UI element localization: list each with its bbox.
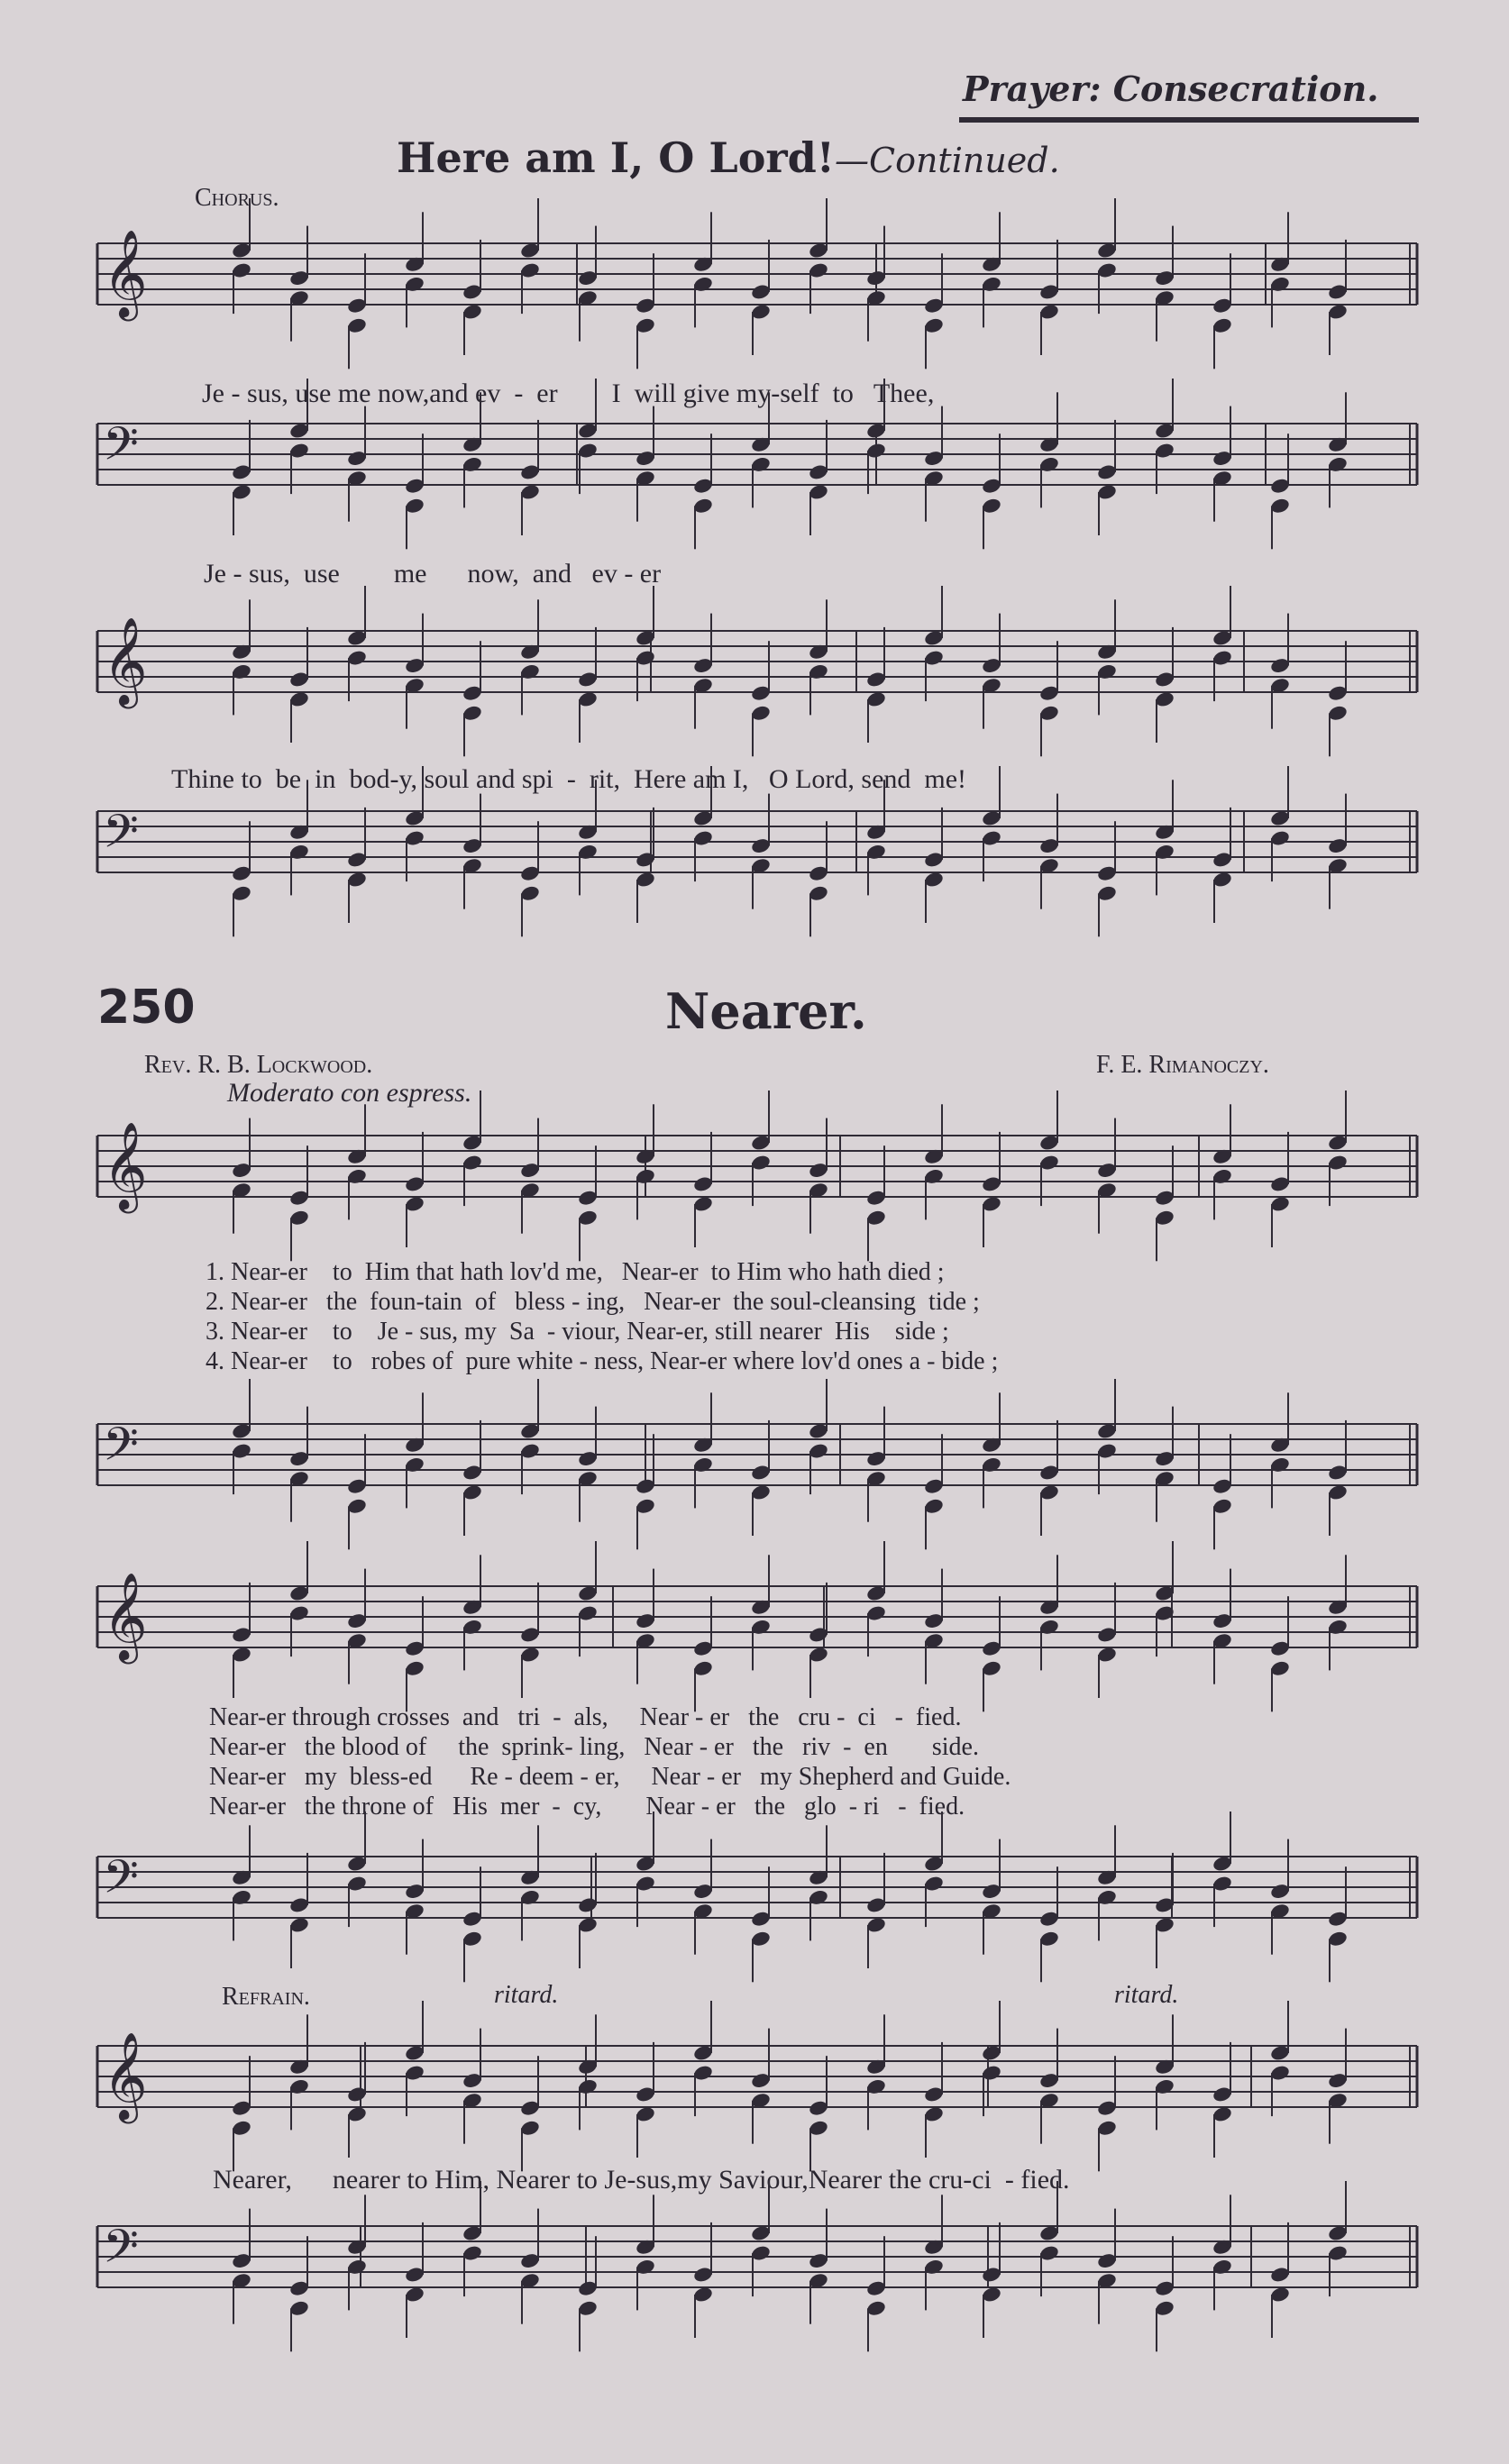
verse-line: Near-er the throne of His mer - cy, Near - er the glo - ri - fied. xyxy=(209,1793,965,1821)
verse-line: 1. Near-er to Him that hath lov'd me, Near-er to Him who hath died ; xyxy=(206,1258,945,1286)
ritard-marking: ritard. xyxy=(494,1981,559,2009)
bass-clef-icon: 𝄢 xyxy=(103,1417,139,1483)
verse-line: Near-er through crosses and tri - als, Near - er the cru - ci - fied. xyxy=(209,1703,962,1731)
chorus-label: Chorus. xyxy=(195,184,279,212)
words-credit: Rev. R. B. Lockwood. xyxy=(144,1051,373,1079)
lyric-line-chorus-bass: Je - sus, use me now, and ev - er xyxy=(204,559,662,589)
treble-clef-icon: 𝄞 xyxy=(103,616,148,705)
bass-clef-icon: 𝄢 xyxy=(103,804,139,870)
hymn-250-title: Nearer. xyxy=(665,982,867,1040)
verse-line: 4. Near-er to robes of pure white - ness, Near-er where lov'd ones a - bide ; xyxy=(206,1347,999,1375)
treble-clef-icon: 𝄞 xyxy=(103,1121,148,1209)
treble-clef-icon: 𝄞 xyxy=(103,1572,148,1660)
continued-label: —Continued. xyxy=(835,141,1060,180)
refrain-lyric: Nearer, nearer to Him, Nearer to Je-sus,my Saviour,Nearer the cru-ci - fied. xyxy=(213,2165,1070,2195)
bass-clef-icon: 𝄢 xyxy=(103,2219,139,2285)
refrain-label: Refrain. xyxy=(222,1983,310,2011)
ritard-marking: ritard. xyxy=(1114,1981,1179,2009)
verse-line: 2. Near-er the foun-tain of bless - ing, Near-er the soul-cleansing tide ; xyxy=(206,1288,980,1316)
bass-clef-icon: 𝄢 xyxy=(103,1849,139,1915)
music-credit: F. E. Rimanoczy. xyxy=(1096,1051,1269,1079)
treble-clef-icon: 𝄞 xyxy=(103,229,148,317)
hymn-number: 250 xyxy=(97,981,196,1035)
verse-line: Near-er my bless-ed Re - deem - er, Near - er my Shepherd and Guide. xyxy=(209,1763,1011,1791)
tempo-marking: Moderato con espress. xyxy=(227,1078,472,1108)
hymn-249-title-text: Here am I, O Lord! xyxy=(397,133,835,182)
lyric-line-chorus-treble: Je - sus, use me now,and ev - er I will give my-self to Thee, xyxy=(202,379,935,408)
bass-clef-icon: 𝄢 xyxy=(103,416,139,482)
verse-line: 3. Near-er to Je - sus, my Sa - viour, Near-er, still nearer His side ; xyxy=(206,1318,949,1346)
section-header: Prayer: Consecration. xyxy=(963,68,1379,109)
treble-clef-icon: 𝄞 xyxy=(103,2031,148,2120)
verse-line: Near-er the blood of the sprink- ling, Near - er the riv - en side. xyxy=(209,1733,979,1761)
lyric-line-chorus-2: Thine to be in bod-y, soul and spi - rit, Here am I, O Lord, send me! xyxy=(171,764,967,794)
